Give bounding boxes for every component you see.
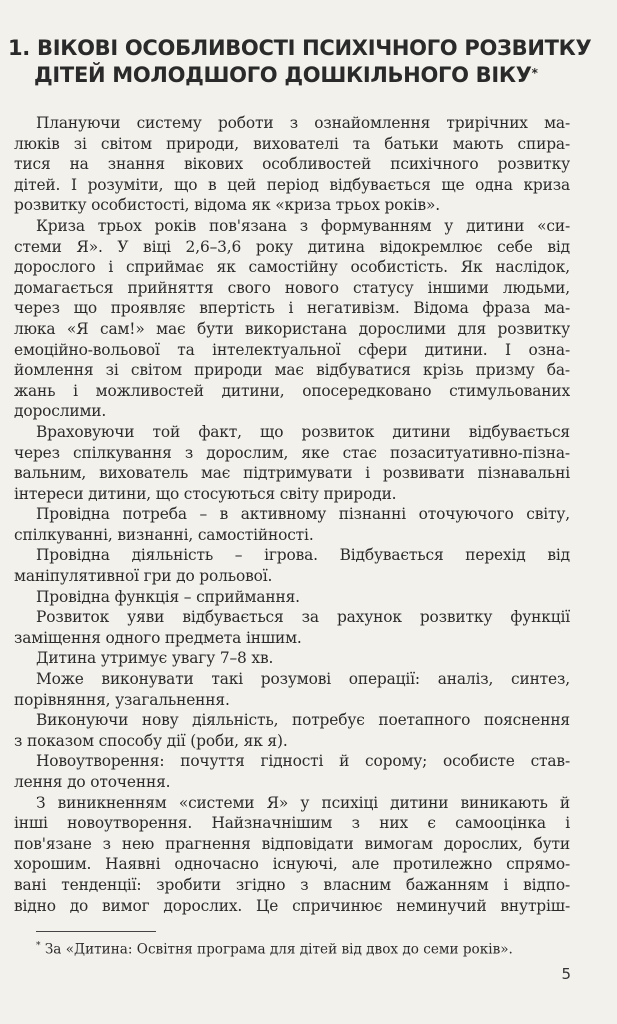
- body-line: порівняння, узагальнення.: [14, 690, 230, 709]
- body-line: через що проявляє впертість і негативізм. Відома фраза ма-: [14, 299, 570, 318]
- heading-line-2: ДІТЕЙ МОЛОДШОГО ДОШКІЛЬНОГО ВІКУ: [34, 63, 532, 87]
- body-line: Виконуючи нову діяльність, потребує поетапного пояснення: [36, 711, 570, 730]
- body-line: тися на знання вікових особливостей психічного розвитку: [14, 155, 570, 174]
- body-line: Може виконувати такі розумові операції: аналіз, синтез,: [36, 670, 570, 689]
- body-line: заміщення одного предмета іншим.: [14, 628, 302, 647]
- body-line: лення до оточення.: [14, 773, 171, 791]
- footnote-text: За «Дитина: Освітня програма для дітей від двох до семи років».: [44, 941, 513, 958]
- heading-footnote-mark: *: [531, 66, 538, 80]
- body-text: [14, 113, 570, 916]
- body-line: стеми Я». У віці 2,6–3,6 року дитина відокремлює себе від: [14, 237, 570, 256]
- body-line: хорошим. Наявні одночасно існуючі, але протилежно спрямо-: [14, 855, 570, 874]
- body-line: Дитина утримує увагу 7–8 хв.: [36, 649, 274, 668]
- body-line: дорослого і сприймає як самостійну особистість. Як наслідок,: [14, 258, 570, 277]
- body-line: Провідна функція – сприймання.: [36, 587, 300, 606]
- body-line: вані тенденції: зробити згідно з власним бажанням і відпо-: [14, 875, 570, 894]
- body-line: відно до вимог дорослих. Це спричинює неминучий внутріш-: [14, 896, 570, 915]
- chapter-heading: [8, 35, 598, 89]
- body-line: Криза трьох років пов'язана з формуванням у дитини «си-: [36, 216, 570, 235]
- body-line: З виникненням «системи Я» у психіці дитини виникають й: [36, 793, 570, 812]
- body-line: інші новоутворення. Найзначнішим з них є самооцінка і: [14, 814, 570, 833]
- body-line: йомлення зі світом природи має відбуватися крізь призму ба-: [14, 361, 570, 380]
- body-line: Новоутворення: почуття гідності й сорому; особисте став-: [36, 752, 570, 771]
- body-line: Провідна діяльність – ігрова. Відбувається перехід від: [36, 546, 570, 565]
- body-line: маніпулятивної гри до рольової.: [14, 567, 273, 586]
- body-line: з показом способу дії (роби, як я).: [14, 731, 288, 750]
- body-line: люка «Я сам!» має бути використана дорослими для розвитку: [14, 319, 570, 338]
- body-line: люків зі світом природи, вихователі та батьки мають спира-: [14, 134, 570, 153]
- body-line: пов'язане з нею прагнення відповідати вимогам дорослих, бути: [14, 834, 570, 853]
- body-line: Розвиток уяви відбувається за рахунок розвитку функції: [36, 608, 570, 627]
- body-line: через спілкування з дорослим, яке стає позаситуативно-пізна-: [14, 443, 570, 462]
- footnote: [36, 937, 570, 959]
- body-line: дорослими.: [14, 402, 107, 421]
- body-line: емоційно-вольової та інтелектуальної сфери дитини. І озна-: [14, 340, 570, 359]
- page-number: 5: [561, 965, 571, 983]
- body-line: інтереси дитини, що стосуються світу природи.: [14, 484, 397, 503]
- body-line: Враховуючи той факт, що розвиток дитини відбувається: [36, 422, 570, 441]
- heading-number: 1.: [8, 36, 30, 60]
- body-line: домагається прийняття свого нового статусу іншими людьми,: [14, 278, 570, 297]
- footnote-divider: [36, 931, 156, 932]
- body-line: розвитку особистості, відома як «криза трьох років».: [14, 196, 441, 215]
- body-line: Провідна потреба – в активному пізнанні оточуючого світу,: [36, 505, 570, 524]
- body-line: Плануючи систему роботи з ознайомлення трирічних ма-: [36, 114, 570, 132]
- body-line: жань і можливостей дитини, опосередковано стимульованих: [14, 381, 570, 400]
- heading-line-1: ВІКОВІ ОСОБЛИВОСТІ ПСИХІЧНОГО РОЗВИТКУ: [37, 36, 592, 60]
- footnote-mark: *: [36, 941, 41, 951]
- body-line: вальним, вихователь має підтримувати і розвивати пізнавальні: [14, 464, 570, 483]
- body-line: спілкуванні, визнанні, самостійності.: [14, 525, 314, 544]
- body-line: дітей. І розуміти, що в цей період відбувається ще одна криза: [14, 175, 570, 194]
